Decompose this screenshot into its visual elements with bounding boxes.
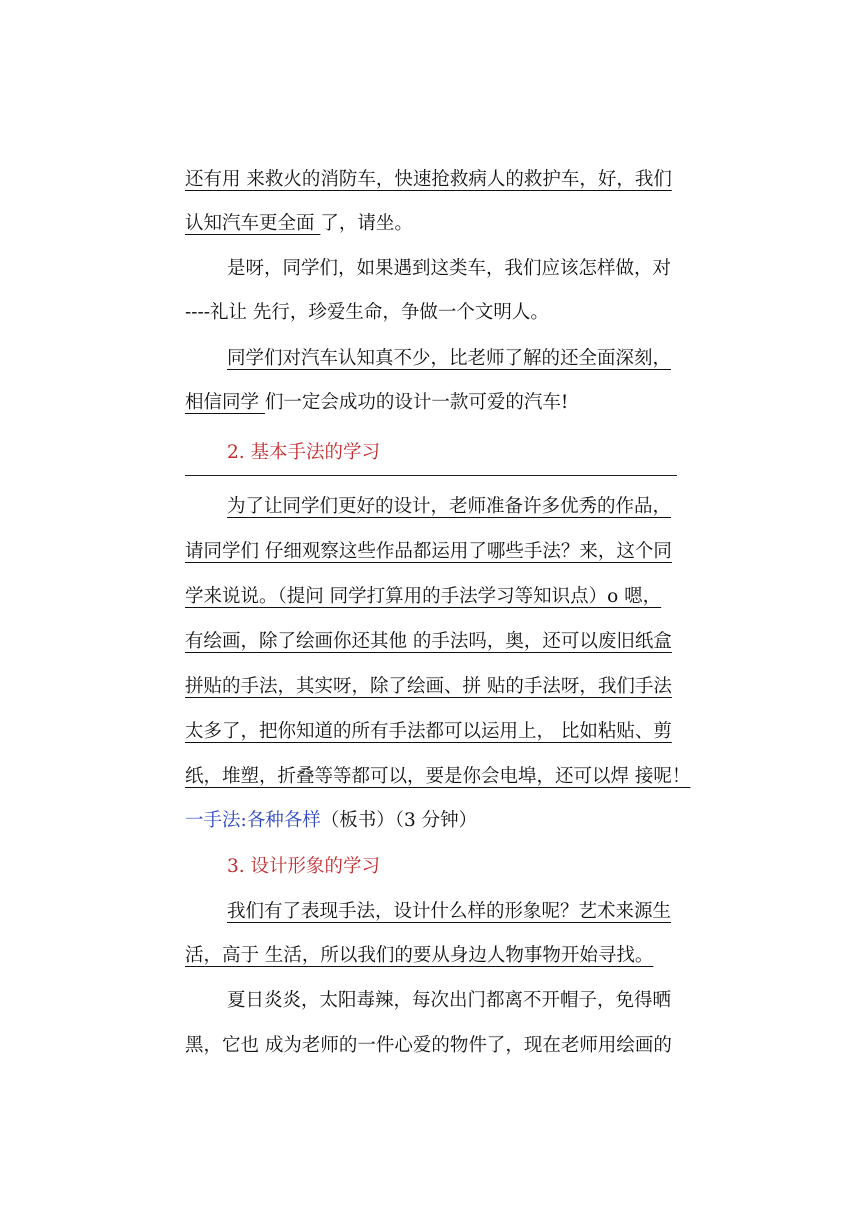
- paragraph-4-line-2: [185, 540, 677, 564]
- paragraph-3-line-2: [185, 391, 677, 415]
- paragraph-7-line-1: [227, 989, 677, 1013]
- text-span: （板书）（3 分钟）: [320, 810, 478, 831]
- text-span: 活，高于 生活，所以我们的要从身边人物事物开始寻找。: [185, 945, 654, 966]
- paragraph-1-line-1: [185, 168, 677, 192]
- text-span: 夏日炎炎，太阳毒辣，每次出门都离不开帽子，免得晒: [227, 990, 672, 1011]
- text-span: 相信同学: [185, 392, 265, 413]
- paragraph-2-line-1: [227, 257, 677, 281]
- text-span: 有绘画，除了绘画你还其他 的手法吗，奥，还可以废旧纸盒: [185, 631, 672, 652]
- text-span: 请同学们 仔细观察这些作品都运用了哪些手法？来，这个同: [185, 541, 672, 562]
- text-span: 学来说说。（提问 同学打算用的手法学习等知识点）o 嗯，: [185, 586, 662, 607]
- paragraph-6-line-1: [227, 900, 677, 924]
- paragraph-2-line-2: [185, 301, 677, 325]
- text-span: 纸，堆塑，折叠等等都可以，要是你会电埠，还可以焊 接呢！: [185, 766, 691, 787]
- text-span: 们一定会成功的设计一款可爱的汽车!: [264, 392, 569, 413]
- paragraph-7-line-2: [185, 1034, 677, 1058]
- text-span: 3. 设计形象的学习: [227, 856, 381, 877]
- paragraph-1-line-2: [185, 212, 677, 236]
- text-span: 一手法:各种各样: [185, 810, 321, 831]
- section-heading-2: [227, 441, 677, 465]
- text-span: 2. 基本手法的学习: [227, 442, 381, 463]
- paragraph-4-line-6: [185, 720, 677, 744]
- text-span: 认知汽车更全面: [185, 213, 321, 234]
- paragraph-4-line-3: [185, 585, 677, 609]
- section-divider: [185, 475, 677, 476]
- paragraph-3-line-1: [227, 347, 677, 371]
- text-span: 太多了，把你知道的所有手法都可以运用上， 比如粘贴、剪: [185, 721, 672, 742]
- text-span: 为了让同学们更好的设计，老师准备许多优秀的作品，: [227, 496, 672, 517]
- paragraph-4-line-1: [227, 495, 677, 519]
- paragraph-5-line-1: [185, 809, 677, 833]
- paragraph-4-line-7: [185, 765, 691, 789]
- paragraph-4-line-4: [185, 630, 677, 654]
- section-heading-3: [227, 855, 677, 879]
- text-span: 黑，它也 成为老师的一件心爱的物件了，现在老师用绘画的: [185, 1035, 672, 1056]
- text-span: 了，请坐。: [320, 213, 413, 234]
- text-span: 我们有了表现手法，设计什么样的形象呢？艺术来源生: [227, 901, 672, 922]
- paragraph-6-line-2: [185, 944, 677, 968]
- paragraph-4-line-5: [185, 675, 677, 699]
- text-span: 同学们对汽车认知真不少，比老师了解的还全面深刻，: [227, 348, 672, 369]
- text-span: ----礼让 先行，珍爱生命，争做一个文明人。: [185, 302, 549, 323]
- text-span: 拼贴的手法，其实呀，除了绘画、拼 贴的手法呀，我们手法: [185, 676, 672, 697]
- text-span: 还有用 来救火的消防车，快速抢救病人的救护车，好，我们: [185, 169, 672, 190]
- text-span: 是呀，同学们，如果遇到这类车，我们应该怎样做，对: [227, 258, 672, 279]
